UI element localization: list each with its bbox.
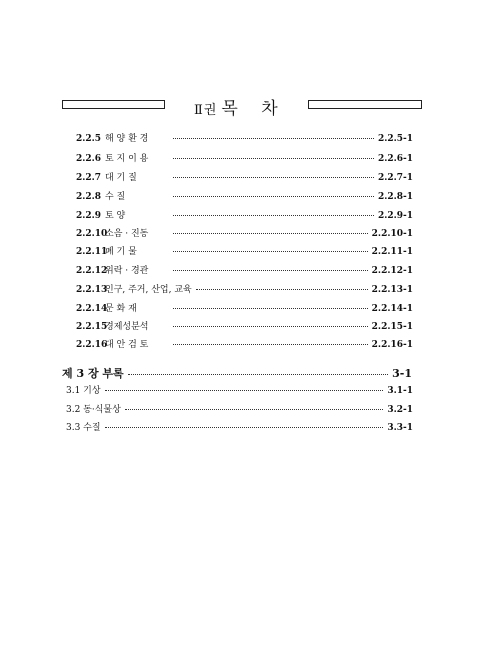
entry-page: 2.2.5-1 <box>377 134 413 144</box>
toc-entry[interactable] <box>76 263 413 276</box>
entry-number: 2.2.15 <box>76 322 108 332</box>
toc-entry[interactable] <box>76 244 413 257</box>
dot-leader <box>128 374 388 375</box>
entry-number: 2.2.9 <box>76 211 102 221</box>
entry-page: 2.2.7-1 <box>377 173 413 183</box>
entry-number: 2.2.7 <box>76 173 102 183</box>
toc-title <box>194 94 304 119</box>
entry-page: 2.2.9-1 <box>377 211 413 221</box>
dot-leader <box>173 270 368 271</box>
entry-page: 2.2.8-1 <box>377 192 413 202</box>
toc-entry[interactable] <box>76 226 413 239</box>
entry-page: 2.2.15-1 <box>371 322 413 332</box>
entry-title: 대 안 검 토 <box>105 340 149 350</box>
dot-leader <box>173 344 368 345</box>
toc-entry[interactable] <box>76 131 413 144</box>
section-page: 3.1-1 <box>387 386 413 396</box>
entry-page: 2.2.6-1 <box>377 154 413 164</box>
dot-leader <box>105 427 384 428</box>
dot-leader <box>173 308 368 309</box>
entry-number: 2.2.16 <box>76 340 108 350</box>
dot-leader <box>173 251 368 252</box>
dot-leader <box>173 196 374 197</box>
dot-leader <box>173 177 374 178</box>
section-page: 3.3-1 <box>387 423 413 433</box>
entry-number: 2.2.5 <box>76 134 102 144</box>
toc-entry[interactable] <box>76 151 413 164</box>
entry-title: 수 질 <box>105 192 126 202</box>
entry-number: 2.2.12 <box>76 266 108 276</box>
dot-leader <box>173 326 368 327</box>
entry-title: 해 양 환 경 <box>105 134 149 144</box>
toc-chapter-entry[interactable] <box>62 365 412 379</box>
entry-title: 인구, 주거, 산업, 교육 <box>105 285 192 295</box>
dot-leader <box>173 138 374 139</box>
entry-page: 2.2.16-1 <box>371 340 413 350</box>
entry-number: 2.2.14 <box>76 304 108 314</box>
dot-leader <box>173 233 368 234</box>
entry-title: 경제성분석 <box>105 322 149 332</box>
volume-label: Ⅱ권 <box>194 103 218 118</box>
entry-number: 2.2.6 <box>76 154 102 164</box>
entry-title: 소음 · 진동 <box>105 229 149 239</box>
section-title: 3.2 동·식물상 <box>66 405 121 415</box>
entry-title: 위락 · 경관 <box>105 266 149 276</box>
toc-entry[interactable] <box>76 170 413 183</box>
toc-section-entry[interactable] <box>66 402 413 415</box>
entry-number: 2.2.13 <box>76 285 108 295</box>
title-decor-box-left <box>62 100 165 109</box>
entry-page: 2.2.12-1 <box>371 266 413 276</box>
toc-title-band <box>62 96 422 119</box>
entry-page: 2.2.11-1 <box>371 247 413 257</box>
entry-number: 2.2.10 <box>76 229 108 239</box>
toc-entry[interactable] <box>76 301 413 314</box>
toc-entry[interactable] <box>76 282 413 295</box>
entry-title: 폐 기 물 <box>105 247 137 257</box>
entry-number: 2.2.8 <box>76 192 102 202</box>
entry-page: 2.2.14-1 <box>371 304 413 314</box>
entry-title: 문 화 재 <box>105 304 137 314</box>
toc-entry[interactable] <box>76 189 413 202</box>
toc-entry[interactable] <box>76 319 413 332</box>
section-page: 3.2-1 <box>387 405 413 415</box>
section-title: 3.3 수질 <box>66 423 101 433</box>
entry-title: 대 기 질 <box>105 173 137 183</box>
dot-leader <box>125 409 384 410</box>
dot-leader <box>173 215 374 216</box>
toc-heading: 목 차 <box>221 99 287 119</box>
toc-entry[interactable] <box>76 337 413 350</box>
entry-title: 토 양 <box>105 211 126 221</box>
chapter-title: 제 3 장 부록 <box>62 367 124 380</box>
entry-page: 2.2.13-1 <box>371 285 413 295</box>
toc-entry[interactable] <box>76 208 413 221</box>
toc-section-entry[interactable] <box>66 420 413 433</box>
dot-leader <box>173 158 374 159</box>
dot-leader <box>105 390 384 391</box>
title-decor-box-right <box>308 100 422 109</box>
entry-title: 토 지 이 용 <box>105 154 149 164</box>
entry-page: 2.2.10-1 <box>371 229 413 239</box>
section-title: 3.1 기상 <box>66 386 101 396</box>
dot-leader <box>196 289 368 290</box>
toc-section-entry[interactable] <box>66 383 413 396</box>
chapter-page: 3-1 <box>392 367 412 380</box>
entry-number: 2.2.11 <box>76 247 108 257</box>
